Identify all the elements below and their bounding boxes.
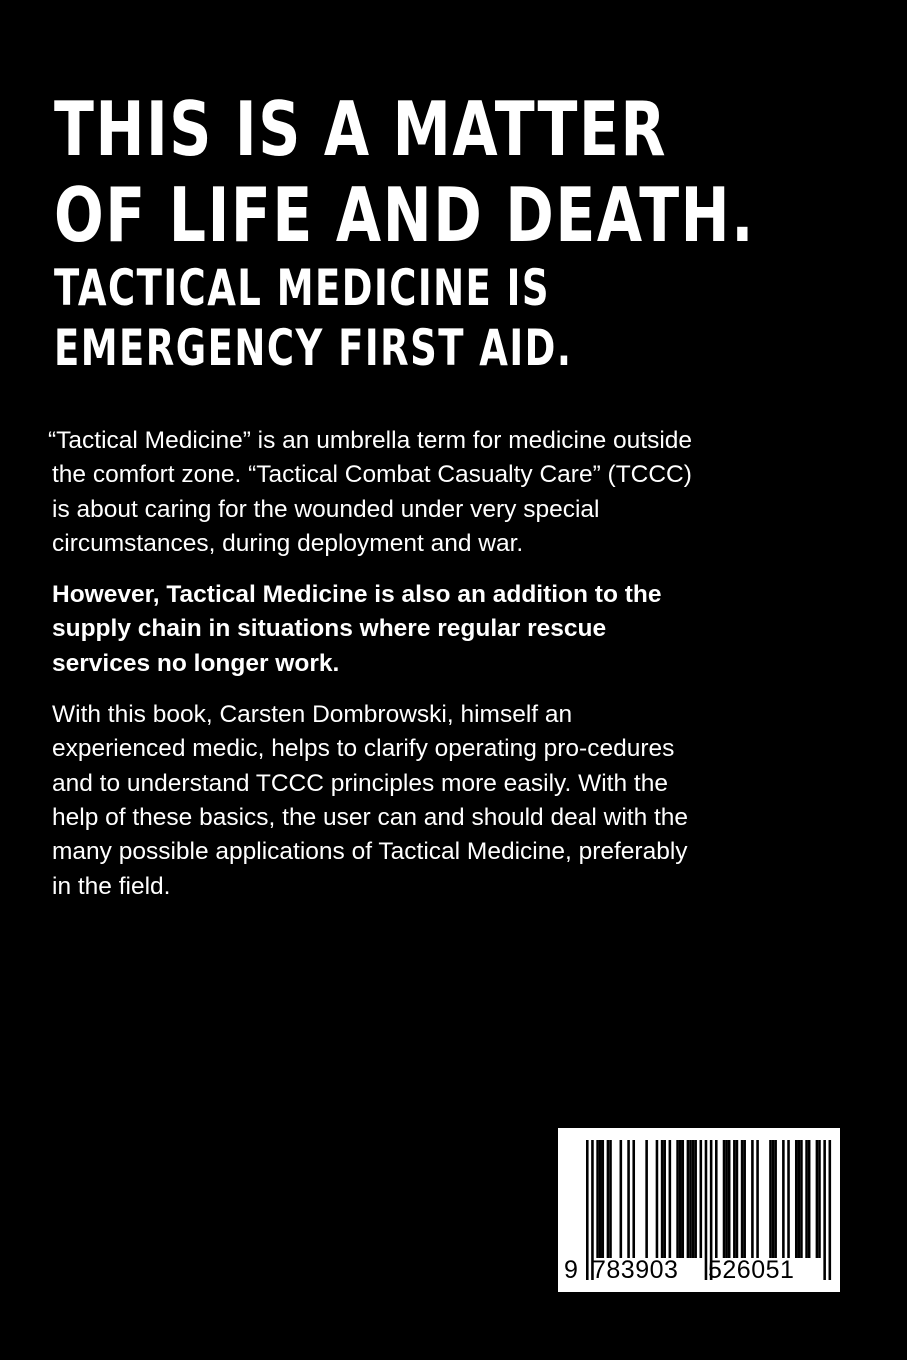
barcode-bar	[627, 1140, 630, 1258]
barcode-bar	[687, 1140, 690, 1258]
barcode-bar	[663, 1140, 666, 1258]
blurb	[48, 424, 708, 921]
barcode-bar	[743, 1140, 746, 1258]
paragraph-intro: “Tactical Medicine” is an umbrella term for medicine outside the comfort zone. “Tactical Combat Casualty Care” (TCCC) is about caring for the wounded under very special circumstances, during deployment and war.	[48, 427, 693, 557]
barcode-bar	[798, 1140, 801, 1258]
barcode-bar	[715, 1140, 718, 1258]
headline	[54, 86, 834, 378]
barcode-bar	[756, 1140, 759, 1258]
barcode-bar	[800, 1140, 803, 1258]
headline-line-2: OF LIFE AND DEATH.	[54, 171, 755, 259]
barcode-bar	[805, 1140, 808, 1258]
barcode-bar	[599, 1140, 602, 1258]
barcode-digits-left: 783903	[592, 1256, 679, 1284]
paragraph-bold: However, Tactical Medicine is also an addition to the supply chain in situations where regular rescue services no longer work.	[52, 581, 662, 677]
barcode-bar	[751, 1140, 754, 1258]
barcode-bar	[596, 1140, 599, 1258]
barcode-bar	[656, 1140, 659, 1258]
barcode-bar	[808, 1140, 811, 1258]
barcode-bar	[769, 1140, 772, 1258]
barcode-digits	[558, 1256, 840, 1286]
barcode-bar	[681, 1140, 684, 1258]
barcode-bar	[679, 1140, 682, 1258]
barcode-bar	[607, 1140, 610, 1258]
barcode-bar	[700, 1140, 703, 1258]
headline-line-4: EMERGENCY FIRST AID.	[54, 319, 573, 377]
barcode-bar	[601, 1140, 604, 1258]
barcode-bar	[774, 1140, 777, 1258]
barcode-bar	[669, 1140, 672, 1258]
barcode-bar	[692, 1140, 695, 1258]
barcode-digits-right: 526051	[708, 1256, 795, 1284]
barcode-bar	[620, 1140, 623, 1258]
barcode-bar	[733, 1140, 736, 1258]
barcode-bar	[676, 1140, 679, 1258]
barcode-bar	[694, 1140, 697, 1258]
barcode-bar	[609, 1140, 612, 1258]
barcode-bar	[741, 1140, 744, 1258]
isbn-barcode	[558, 1128, 840, 1292]
barcode-bar	[816, 1140, 819, 1258]
paragraph-author: With this book, Carsten Dombrowski, himself an experienced medic, helps to clarify operating pro-cedures and to understand TCCC principles more easily. With the help of these basics, the user can and should deal with the many possible applications of Tactical Medicine, preferably in the field.	[52, 701, 689, 900]
barcode-bar	[728, 1140, 731, 1258]
barcode-bar	[818, 1140, 821, 1258]
headline-line-3: TACTICAL MEDICINE IS	[54, 259, 551, 317]
barcode-bar	[782, 1140, 785, 1258]
barcode-bar	[795, 1140, 798, 1258]
headline-line-1: THIS IS A MATTER	[54, 85, 668, 173]
barcode-bar	[661, 1140, 664, 1258]
barcode-bar	[772, 1140, 775, 1258]
barcode-bar	[645, 1140, 648, 1258]
barcode-digit-first: 9	[564, 1256, 578, 1284]
barcode-bar	[689, 1140, 692, 1258]
barcode-bar	[736, 1140, 739, 1258]
barcode-bar	[723, 1140, 726, 1258]
barcode-bar	[725, 1140, 728, 1258]
barcode-bar	[787, 1140, 790, 1258]
barcode-bar	[632, 1140, 635, 1258]
